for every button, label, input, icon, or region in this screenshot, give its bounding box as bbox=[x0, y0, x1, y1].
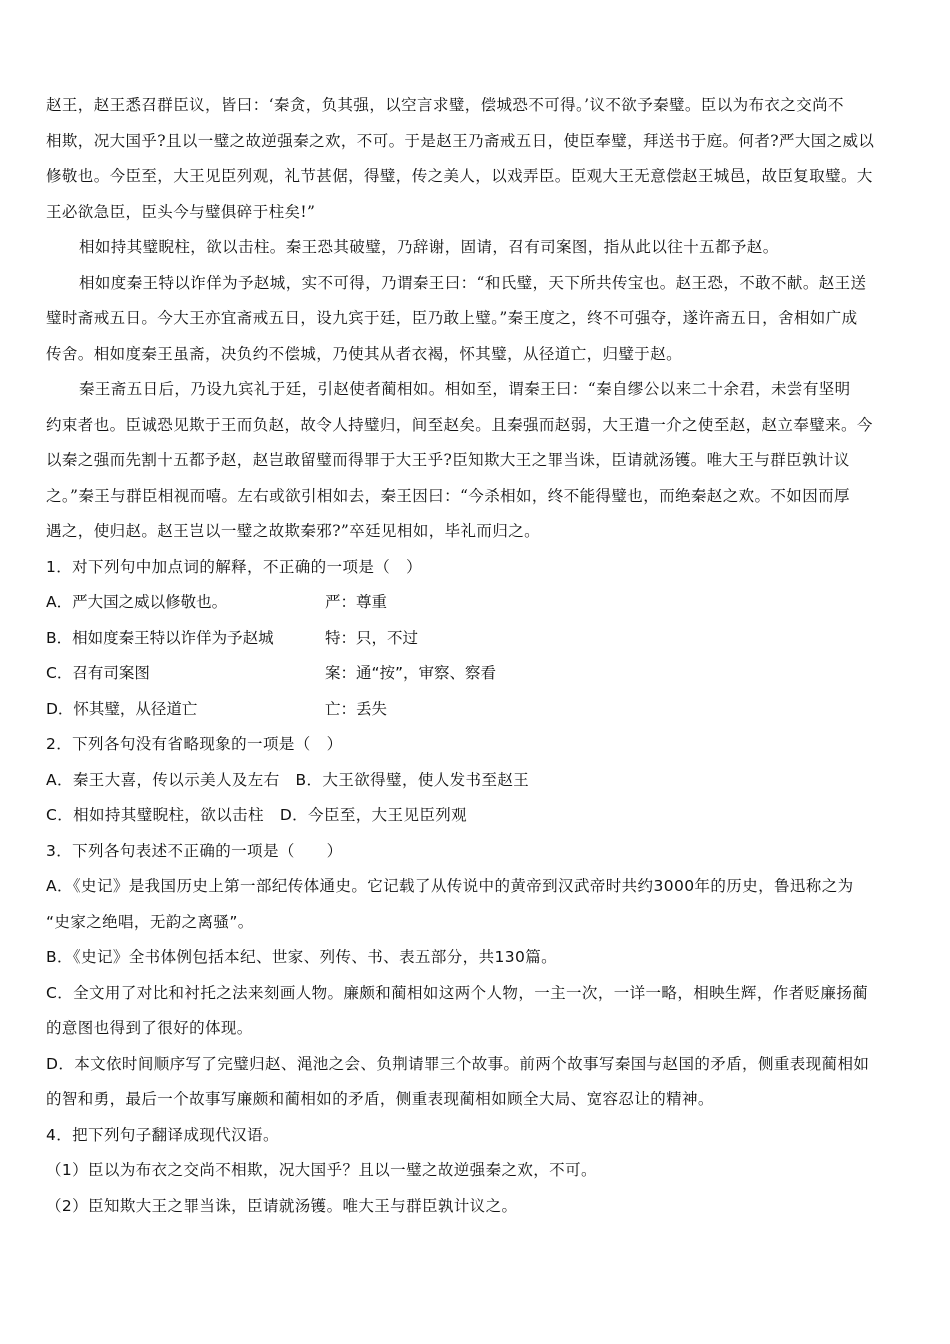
passage-line: 璧时斋戒五日。今大王亦宜斋戒五日，设九宾于廷，臣乃敢上璧。”秦王度之，终不可强夺，遂许斋五日，舍相如广成 bbox=[46, 309, 858, 327]
option-gloss: 特：只，不过 bbox=[325, 628, 419, 647]
option-line: D．本文依时间顺序写了完璧归赵、渑池之会、负荆请罪三个故事。前两个故事写秦国与赵国的矛盾，侧重表现蔺相如 bbox=[46, 1054, 870, 1073]
option-line: C．相如持其璧睨柱，欲以击柱 D．今臣至，大王见臣列观 bbox=[46, 806, 468, 824]
passage-line: 秦王斋五日后，乃设九宾礼于廷，引赵使者蔺相如。相如至，谓秦王曰：“秦自缪公以来二十余君，未尝有坚明 bbox=[79, 380, 851, 398]
option-label: D．怀其璧，从径道亡 bbox=[46, 699, 198, 718]
question-stem: 1．对下列句中加点词的解释，不正确的一项是（ ） bbox=[46, 557, 422, 576]
option-line: B．《史记》全书体例包括本纪、世家、列传、书、表五部分，共130篇。 bbox=[46, 948, 558, 966]
option-line: 的意图也得到了很好的体现。 bbox=[46, 1019, 253, 1037]
question-4 bbox=[46, 1118, 908, 1225]
option-line: C．全文用了对比和衬托之法来刻画人物。廉颇和蔺相如这两个人物，一主一次，一详一略，相映生辉，作者贬廉扬蔺 bbox=[46, 983, 869, 1002]
passage-line: 王必欲急臣，臣头今与璧俱碎于柱矣!” bbox=[46, 202, 316, 221]
translation-item: （2）臣知欺大王之罪当诛，臣请就汤镬。唯大王与群臣孰计议之。 bbox=[46, 1196, 518, 1215]
passage-line: 之。”秦王与群臣相视而嘻。左右或欲引相如去，秦王因曰：“今杀相如，终不能得璧也，而绝秦赵之欢。不如因而厚 bbox=[46, 486, 850, 505]
option-c bbox=[46, 656, 908, 692]
passage bbox=[46, 88, 908, 550]
question-1 bbox=[46, 550, 908, 728]
question-stem: 4．把下列句子翻译成现代汉语。 bbox=[46, 1125, 279, 1144]
passage-line: 相如度秦王特以诈佯为予赵城，实不可得，乃谓秦王曰：“和氏璧，天下所共传宝也。赵王恐，不敢不献。赵王送 bbox=[79, 273, 867, 292]
option-d bbox=[46, 692, 908, 728]
passage-line: 以秦之强而先割十五都予赵，赵岂敢留璧而得罪于大王乎?臣知欺大王之罪当诛，臣请就汤镬。唯大王与群臣孰计议 bbox=[46, 451, 850, 469]
passage-line: 约束者也。臣诚恐见欺于王而负赵，故令人持璧归，间至赵矣。且秦强而赵弱，大王遣一介之使至赵，赵立奉璧来。今 bbox=[46, 415, 873, 434]
question-2 bbox=[46, 727, 908, 834]
passage-line: 赵王，赵王悉召群臣议，皆曰：‘秦贪，负其强，以空言求璧，偿城恐不可得。’议不欲予秦璧。臣以为布衣之交尚不 bbox=[46, 96, 844, 114]
option-line: 的智和勇，最后一个故事写廉颇和蔺相如的矛盾，侧重表现蔺相如顾全大局、宽容忍让的精神。 bbox=[46, 1090, 714, 1108]
option-gloss: 案：通“按”，审察、察看 bbox=[325, 664, 497, 682]
question-stem: 2．下列各句没有省略现象的一项是（ ） bbox=[46, 735, 343, 753]
question-3 bbox=[46, 834, 908, 1118]
option-a bbox=[46, 585, 908, 621]
question-stem: 3．下列各句表述不正确的一项是（ ） bbox=[46, 841, 343, 860]
translation-item: （1）臣以为布衣之交尚不相欺，况大国乎？且以一璧之故逆强秦之欢，不可。 bbox=[46, 1161, 597, 1179]
option-gloss: 亡：丢失 bbox=[325, 699, 388, 718]
option-line: A．《史记》是我国历史上第一部纪传体通史。它记载了从传说中的黄帝到汉武帝时共约3000年的历史，鲁迅称之为 bbox=[46, 877, 854, 895]
passage-line: 传舍。相如度秦王虽斋，决负约不偿城，乃使其从者衣褐，怀其璧，从径道亡，归璧于赵。 bbox=[46, 344, 683, 363]
passage-line: 相欺，况大国乎?且以一璧之故逆强秦之欢，不可。于是赵王乃斋戒五日，使臣奉璧，拜送书于庭。何者?严大国之威以 bbox=[46, 131, 875, 150]
option-gloss: 严：尊重 bbox=[325, 593, 388, 611]
option-line: A．秦王大喜，传以示美人及左右 B．大王欲得璧，使人发书至赵王 bbox=[46, 770, 530, 789]
passage-line: 修敬也。今臣至，大王见臣列观，礼节甚倨，得璧，传之美人，以戏弄臣。臣观大王无意偿赵王城邑，故臣复取璧。大 bbox=[46, 167, 873, 185]
option-label: C．召有司案图 bbox=[46, 664, 150, 682]
option-line: “史家之绝唱，无韵之离骚”。 bbox=[46, 912, 254, 931]
passage-line: 遇之，使归赵。赵王岂以一璧之故欺秦邪?”卒廷见相如，毕礼而归之。 bbox=[46, 522, 541, 540]
option-label: B．相如度秦王特以诈佯为予赵城 bbox=[46, 628, 274, 647]
document-page bbox=[46, 88, 908, 1224]
passage-paragraph-2: 相如持其璧睨柱，欲以击柱。秦王恐其破璧，乃辞谢，固请，召有司案图，指从此以往十五都予赵。 bbox=[79, 238, 779, 256]
option-label: A．严大国之威以修敬也。 bbox=[46, 593, 228, 611]
option-b bbox=[46, 621, 908, 657]
